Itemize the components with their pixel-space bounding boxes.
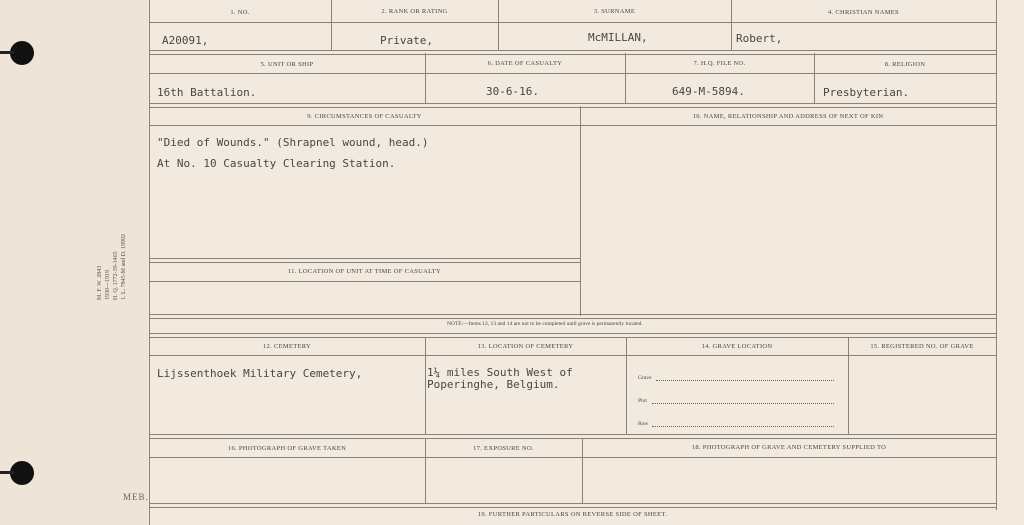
location-unit-header-line [149, 281, 580, 282]
row5-bottom-rule [149, 503, 996, 508]
cemetery-location-label: 13. LOCATION OF CEMETERY [477, 343, 574, 350]
form-reference-text [96, 234, 128, 300]
row2-header-line [149, 73, 996, 74]
hq-file-label: 7. H.Q. FILE NO. [693, 60, 746, 67]
row1-header-line [149, 22, 996, 23]
row-field-line [652, 425, 834, 427]
christian-names-value: Robert, [736, 32, 783, 45]
row1-divider-3 [731, 0, 732, 51]
christian-names-label: 4. CHRISTIAN NAMES [828, 9, 899, 16]
circumstances-line-2: At No. 10 Casualty Clearing Station. [157, 157, 396, 170]
row4-divider-2 [626, 337, 627, 435]
hq-file-value: 649-M-5894. [672, 85, 745, 98]
row4-header-line [149, 355, 996, 356]
row4-divider-1 [425, 337, 426, 435]
unit-value: 16th Battalion. [157, 86, 257, 99]
row4-divider-3 [848, 337, 849, 435]
no-label: 1. NO. [230, 9, 250, 16]
unit-label: 5. UNIT OR SHIP [260, 61, 314, 68]
row3-header-line [149, 125, 996, 126]
cemetery-location-line-1: 1¼ miles South West of [427, 366, 573, 379]
date-value: 30-6-16. [486, 85, 539, 98]
next-of-kin-label: 10. NAME, RELATIONSHIP AND ADDRESS OF NEXT OF KIN [692, 113, 884, 120]
row5-header-line [149, 457, 996, 458]
rank-value: Private, [380, 34, 433, 47]
row3-bottom-rule [149, 314, 996, 319]
plot-field-label: Plot [638, 398, 647, 404]
row4-bottom-rule [149, 434, 996, 439]
form-reference-line-1: M. F. W. 2843 [97, 265, 103, 300]
frame-right-border [996, 0, 997, 510]
grave-location-label: 14. GRAVE LOCATION [701, 343, 773, 350]
location-unit-top-rule [149, 258, 580, 263]
religion-value: Presbyterian. [823, 86, 910, 99]
location-of-unit-label: 11. LOCATION OF UNIT AT TIME OF CASUALTY [287, 268, 442, 275]
punch-hole-top-tab [0, 51, 14, 54]
row3-divider [580, 106, 581, 316]
row-field-label: Row [638, 421, 649, 427]
form-reference-line-4: 1. L. 7845-M and D. 19902 [121, 234, 127, 300]
exposure-label: 17. EXPOSURE NO. [473, 445, 534, 452]
circumstances-line-1: "Died of Wounds." (Shrapnel wound, head.) [157, 136, 429, 149]
cemetery-location-line-2: Poperinghe, Belgium. [427, 378, 560, 391]
form-reference-line-2: 1930—1919 [105, 270, 111, 300]
grave-field-line [656, 379, 834, 381]
circumstances-label: 9. CIRCUMSTANCES OF CASUALTY [307, 113, 422, 120]
photo-supplied-label: 18. PHOTOGRAPH OF GRAVE AND CEMETERY SUPPLIED TO [691, 444, 887, 451]
date-label: 6. DATE OF CASUALTY [487, 60, 563, 67]
surname-label: 3. SURNAME [593, 8, 636, 15]
row1-bottom-rule [149, 50, 996, 55]
service-number-value: A20091, [162, 34, 209, 47]
grave-note: NOTE:—Items 12, 13 and 14 are not to be completed until grave is permanently located. [447, 321, 643, 327]
further-particulars-label: 19. FURTHER PARTICULARS ON REVERSE SIDE OF SHEET. [477, 511, 668, 518]
religion-label: 8. RELIGION [884, 61, 926, 68]
row2-bottom-rule [149, 103, 996, 108]
plot-field-line [652, 402, 834, 404]
photo-taken-label: 16. PHOTOGRAPH OF GRAVE TAKEN [227, 445, 347, 452]
punch-hole-bottom-tab [0, 471, 14, 474]
cemetery-value: Lijssenthoek Military Cemetery, [157, 367, 363, 380]
surname-value: McMILLAN, [588, 31, 648, 44]
cemetery-label: 12. CEMETERY [262, 343, 312, 350]
clerk-initials: MEB. [123, 492, 149, 502]
rank-label: 2. RANK OR RATING [381, 8, 448, 15]
grave-field-label: Grave [638, 375, 652, 381]
form-reference-line-3: H. Q. 1772-39-1465 [113, 251, 119, 300]
registered-number-label: 15. REGISTERED NO. OF GRAVE [870, 343, 974, 350]
note-bottom-rule [149, 333, 996, 338]
